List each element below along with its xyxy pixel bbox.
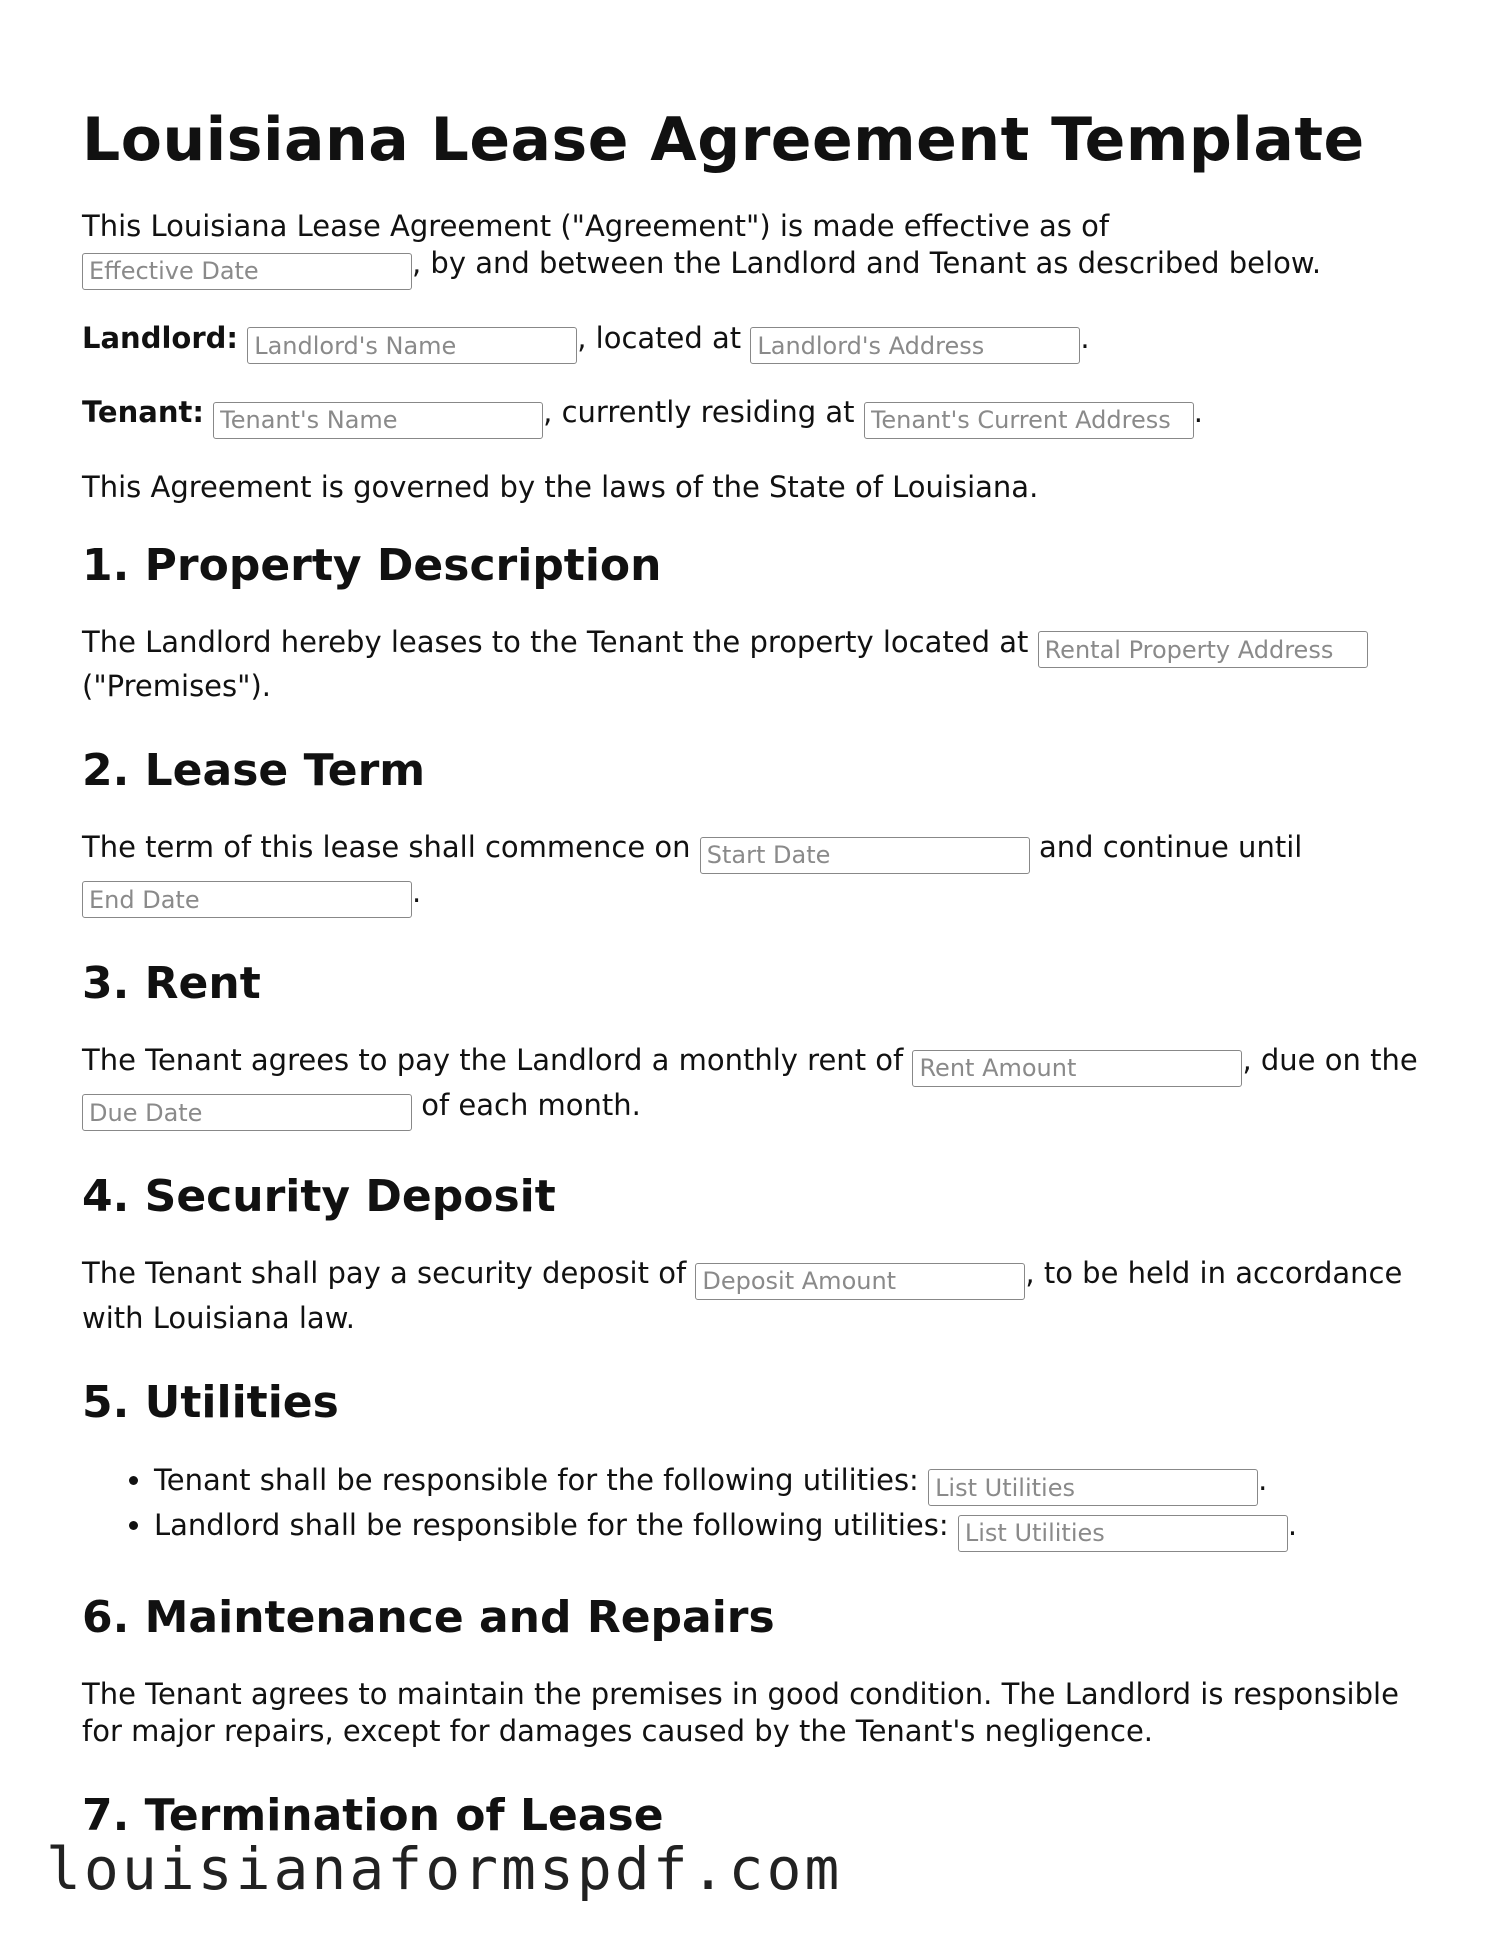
tenant-utilities-end: .	[1258, 1462, 1268, 1497]
governing-law-text: This Agreement is governed by the laws of the State of Louisiana.	[82, 469, 1039, 504]
rent-text: The Tenant agrees to pay the Landlord a monthly rent of	[82, 1043, 904, 1077]
deposit-text: The Tenant shall pay a security deposit of	[82, 1256, 687, 1290]
landlord-located-text: , located at	[577, 320, 742, 355]
section-heading-property: 1. Property Description	[82, 539, 662, 591]
deposit-amount-input[interactable]	[695, 1263, 1025, 1300]
rent-text-after: of each month.	[421, 1087, 641, 1122]
section-heading-rent: 3. Rent	[82, 958, 261, 1009]
landlord-utilities-input[interactable]	[958, 1515, 1288, 1552]
list-item	[154, 1506, 1422, 1552]
list-item	[154, 1461, 1422, 1507]
section-heading-utilities: 5. Utilities	[82, 1376, 339, 1428]
tenant-end: .	[1193, 395, 1203, 429]
deposit-paragraph	[82, 1255, 1422, 1337]
property-text: The Landlord hereby leases to the Tenant the property located at	[82, 624, 1029, 659]
landlord-name-input[interactable]	[247, 327, 577, 364]
property-paragraph	[82, 624, 1422, 706]
intro-text: This Louisiana Lease Agreement ("Agreement") is made effective as of	[82, 209, 1110, 243]
landlord-end: .	[1080, 320, 1090, 355]
tenant-residing-text: , currently residing at	[543, 395, 855, 429]
deposit-text-after: , to be held in accordance with Louisiana law.	[82, 1256, 1403, 1335]
intro-text-after: , by and between the Landlord and Tenant as described below.	[412, 246, 1322, 280]
term-text: The term of this lease shall commence on	[82, 830, 691, 864]
maintenance-text: The Tenant agrees to maintain the premises in good condition. The Landlord is responsible for major repairs, except for damages caused by the Tenant's negligence.	[82, 1676, 1399, 1748]
tenant-utilities-text: Tenant shall be responsible for the following utilities:	[154, 1462, 919, 1497]
rental-property-address-input[interactable]	[1038, 631, 1368, 668]
start-date-input[interactable]	[700, 837, 1030, 874]
landlord-label: Landlord:	[82, 320, 238, 355]
tenant-label: Tenant:	[82, 395, 204, 429]
effective-date-input[interactable]	[82, 253, 412, 290]
tenant-address-input[interactable]	[864, 402, 1194, 439]
document	[82, 100, 1422, 1874]
landlord-utilities-text: Landlord shall be responsible for the following utilities:	[154, 1508, 949, 1542]
landlord-address-input[interactable]	[750, 327, 1080, 364]
term-paragraph	[82, 829, 1422, 918]
section-heading-termination: 7. Termination of Lease	[82, 1789, 664, 1841]
rent-amount-input[interactable]	[912, 1050, 1242, 1087]
property-text-after: ("Premises").	[82, 669, 271, 703]
section-heading-term: 2. Lease Term	[82, 745, 426, 796]
section-heading-maintenance: 6. Maintenance and Repairs	[82, 1591, 775, 1643]
watermark-logo: louisianaformspdf.com	[46, 1835, 843, 1903]
landlord-utilities-end: .	[1287, 1508, 1298, 1542]
rent-text-mid: , due on the	[1242, 1043, 1418, 1077]
rent-paragraph	[82, 1042, 1422, 1131]
term-end: .	[412, 874, 422, 909]
tenant-line	[82, 394, 1422, 439]
tenant-utilities-input[interactable]	[928, 1469, 1258, 1506]
section-heading-deposit: 4. Security Deposit	[82, 1171, 556, 1222]
intro-paragraph	[82, 208, 1422, 290]
landlord-line	[82, 320, 1422, 365]
due-date-input[interactable]	[82, 1094, 412, 1131]
utilities-list	[82, 1461, 1422, 1552]
end-date-input[interactable]	[82, 881, 412, 918]
page-title: Louisiana Lease Agreement Template	[82, 105, 1365, 175]
term-text-mid: and continue until	[1038, 830, 1303, 864]
tenant-name-input[interactable]	[213, 402, 543, 439]
